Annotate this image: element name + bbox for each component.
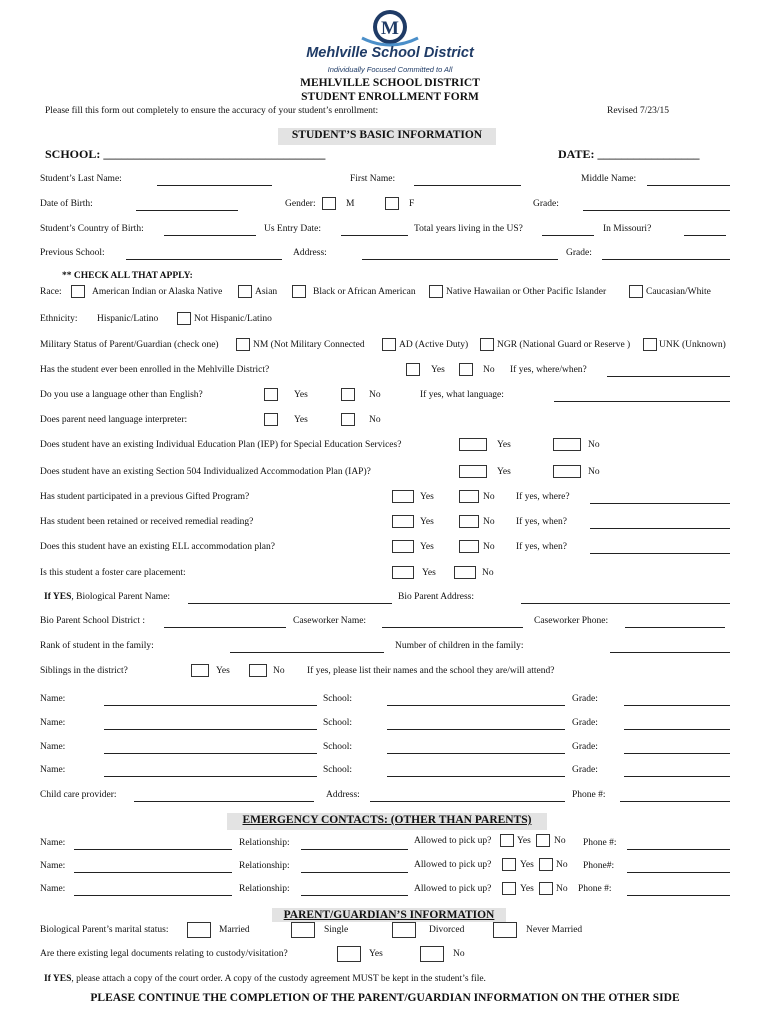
- foster-yes-checkbox[interactable]: [392, 566, 414, 579]
- military-nm-label: NM (Not Military Connected: [253, 340, 365, 350]
- form-title: STUDENT ENROLLMENT FORM: [301, 91, 479, 103]
- plan504-question: Does student have an existing Section 504 Individualized Accommodation Plan (IAP)?: [40, 467, 371, 477]
- military-nm-checkbox[interactable]: [236, 338, 250, 351]
- gender-m-checkbox[interactable]: [322, 197, 336, 210]
- military-label: Military Status of Parent/Guardian (check one): [40, 340, 219, 350]
- emergency-relationship-line-2[interactable]: [301, 872, 408, 873]
- child-care-address-line[interactable]: [370, 801, 565, 802]
- race-amer-indian-checkbox[interactable]: [71, 285, 85, 298]
- us-entry-label: Us Entry Date:: [264, 224, 321, 234]
- marital-married-label: Married: [219, 925, 250, 935]
- sibling-grade-line-1[interactable]: [624, 705, 730, 706]
- marital-never-married-label: Never Married: [526, 925, 583, 935]
- interpreter-no-checkbox[interactable]: [341, 413, 355, 426]
- emergency-phone-label-2: Phone#:: [583, 861, 615, 871]
- military-ngr-label: NGR (National Guard or Reserve ): [497, 340, 631, 350]
- race-caucasian-checkbox[interactable]: [629, 285, 643, 298]
- sibling-name-label-1: Name:: [40, 694, 66, 704]
- legal-no-label: No: [453, 949, 465, 959]
- emergency-yes-checkbox-3[interactable]: [502, 882, 516, 895]
- ell-no-checkbox[interactable]: [459, 540, 479, 553]
- siblings-yes-checkbox[interactable]: [191, 664, 209, 677]
- emergency-no-label-3: No: [556, 884, 568, 894]
- emergency-name-line-2[interactable]: [74, 872, 232, 873]
- marital-label: Biological Parent’s marital status:: [40, 925, 169, 935]
- marital-single-label: Single: [324, 925, 349, 935]
- bio-parent-name-label: If YES, Biological Parent Name:: [44, 592, 171, 602]
- plan504-yes-label: Yes: [497, 467, 511, 477]
- emergency-no-label-1: No: [554, 836, 566, 846]
- enrolled-where-line[interactable]: [607, 376, 730, 377]
- plan504-no-label: No: [588, 467, 600, 477]
- siblings-no-checkbox[interactable]: [249, 664, 267, 677]
- marital-never-married-checkbox[interactable]: [493, 922, 517, 938]
- emergency-relationship-line-3[interactable]: [301, 895, 408, 896]
- last-name-line[interactable]: [157, 185, 272, 186]
- sibling-school-line-1[interactable]: [387, 705, 565, 706]
- sibling-school-label-3: School:: [323, 742, 353, 752]
- plan504-yes-checkbox[interactable]: [459, 465, 487, 478]
- sibling-name-line-4[interactable]: [104, 776, 317, 777]
- emergency-relationship-label-3: Relationship:: [239, 884, 290, 894]
- sibling-school-line-4[interactable]: [387, 776, 565, 777]
- legal-yes-label: Yes: [369, 949, 383, 959]
- gifted-no-label: No: [483, 492, 495, 502]
- prev-grade-line[interactable]: [602, 259, 730, 260]
- rank-line[interactable]: [230, 652, 384, 653]
- prev-address-label: Address:: [293, 248, 327, 258]
- ethnicity-hispanic-label: Hispanic/Latino: [97, 314, 159, 324]
- check-all-heading: ** CHECK ALL THAT APPLY:: [62, 271, 193, 281]
- district-name: Mehlville School District: [306, 45, 474, 61]
- marital-married-checkbox[interactable]: [187, 922, 211, 938]
- ethnicity-not-hispanic-checkbox[interactable]: [177, 312, 191, 325]
- emergency-yes-label-2: Yes: [520, 860, 534, 870]
- middle-name-label: Middle Name:: [581, 174, 637, 184]
- retained-yes-label: Yes: [420, 517, 434, 527]
- emergency-phone-label-3: Phone #:: [578, 884, 612, 894]
- date-field[interactable]: DATE: _________________: [558, 147, 700, 161]
- middle-name-line[interactable]: [647, 185, 730, 186]
- interpreter-no-label: No: [369, 415, 381, 425]
- sibling-grade-label-3: Grade:: [572, 742, 598, 752]
- sibling-name-label-2: Name:: [40, 718, 66, 728]
- emergency-name-label-2: Name:: [40, 861, 66, 871]
- retained-when-label: If yes, when?: [516, 517, 567, 527]
- gender-m-label: M: [346, 199, 355, 209]
- in-missouri-label: In Missouri?: [603, 224, 652, 234]
- bio-district-line[interactable]: [164, 627, 286, 628]
- caseworker-phone-line[interactable]: [625, 627, 725, 628]
- sibling-grade-label-4: Grade:: [572, 765, 598, 775]
- sibling-name-label-4: Name:: [40, 765, 66, 775]
- foster-no-checkbox[interactable]: [454, 566, 476, 579]
- enrolled-where-label: If yes, where/when?: [510, 365, 587, 375]
- emergency-no-checkbox-1[interactable]: [536, 834, 550, 847]
- military-unk-label: UNK (Unknown): [659, 340, 726, 350]
- bio-parent-address-line[interactable]: [521, 603, 730, 604]
- language-no-checkbox[interactable]: [341, 388, 355, 401]
- sibling-name-line-2[interactable]: [104, 729, 317, 730]
- sibling-school-line-2[interactable]: [387, 729, 565, 730]
- bio-parent-name-line[interactable]: [188, 603, 392, 604]
- ell-when-line[interactable]: [590, 553, 730, 554]
- marital-divorced-checkbox[interactable]: [392, 922, 416, 938]
- marital-single-checkbox[interactable]: [291, 922, 315, 938]
- marital-divorced-label: Divorced: [429, 925, 465, 935]
- foster-yes-label: Yes: [422, 568, 436, 578]
- sibling-school-label-4: School:: [323, 765, 353, 775]
- iep-yes-label: Yes: [497, 440, 511, 450]
- iep-question: Does student have an existing Individual Education Plan (IEP) for Special Education Services?: [40, 440, 402, 450]
- siblings-yes-label: Yes: [216, 666, 230, 676]
- ell-no-label: No: [483, 542, 495, 552]
- retained-no-label: No: [483, 517, 495, 527]
- in-missouri-line[interactable]: [684, 235, 726, 236]
- caseworker-name-label: Caseworker Name:: [293, 616, 367, 626]
- emergency-phone-line-3[interactable]: [627, 895, 730, 896]
- legal-no-checkbox[interactable]: [420, 946, 444, 962]
- child-care-label: Child care provider:: [40, 790, 117, 800]
- emergency-name-label-1: Name:: [40, 838, 66, 848]
- total-years-line[interactable]: [542, 235, 594, 236]
- race-hawaiian-checkbox[interactable]: [429, 285, 443, 298]
- emergency-name-line-1[interactable]: [74, 849, 232, 850]
- emergency-no-checkbox-2[interactable]: [539, 858, 553, 871]
- retained-no-checkbox[interactable]: [459, 515, 479, 528]
- ell-yes-checkbox[interactable]: [392, 540, 414, 553]
- section-heading-emergency: EMERGENCY CONTACTS: (OTHER THAN PARENTS): [242, 814, 532, 826]
- sibling-name-line-3[interactable]: [104, 753, 317, 754]
- emergency-allowed-label-3: Allowed to pick up?: [414, 884, 492, 894]
- svg-text:M: M: [381, 18, 399, 39]
- form-title-district: MEHLVILLE SCHOOL DISTRICT: [300, 77, 480, 89]
- caseworker-phone-label: Caseworker Phone:: [534, 616, 609, 626]
- gender-f-label: F: [409, 199, 415, 209]
- language-question: Do you use a language other than English?: [40, 390, 203, 400]
- military-ngr-checkbox[interactable]: [480, 338, 494, 351]
- enrolled-no-label: No: [483, 365, 495, 375]
- emergency-phone-line-1[interactable]: [627, 849, 730, 850]
- language-yes-checkbox[interactable]: [264, 388, 278, 401]
- child-care-line[interactable]: [134, 801, 314, 802]
- sibling-grade-line-4[interactable]: [624, 776, 730, 777]
- language-no-label: No: [369, 390, 381, 400]
- emergency-no-checkbox-3[interactable]: [539, 882, 553, 895]
- school-field[interactable]: SCHOOL: _____________________________________: [45, 147, 326, 161]
- retained-when-line[interactable]: [590, 528, 730, 529]
- district-tagline: Individually Focused Committed to All: [327, 65, 453, 74]
- foster-no-label: No: [482, 568, 494, 578]
- total-years-label: Total years living in the US?: [414, 224, 523, 234]
- emergency-relationship-label-1: Relationship:: [239, 838, 290, 848]
- language-which-line[interactable]: [554, 401, 730, 402]
- emergency-name-line-3[interactable]: [74, 895, 232, 896]
- sibling-school-label-2: School:: [323, 718, 353, 728]
- emergency-yes-checkbox-1[interactable]: [500, 834, 514, 847]
- emergency-phone-line-2[interactable]: [627, 872, 730, 873]
- siblings-question: Siblings in the district?: [40, 666, 128, 676]
- country-line[interactable]: [164, 235, 256, 236]
- dob-label: Date of Birth:: [40, 199, 93, 209]
- military-unk-checkbox[interactable]: [643, 338, 657, 351]
- sibling-grade-line-2[interactable]: [624, 729, 730, 730]
- prev-grade-label: Grade:: [566, 248, 592, 258]
- language-which-label: If yes, what language:: [420, 390, 504, 400]
- child-care-phone-line[interactable]: [620, 801, 730, 802]
- ethnicity-not-hispanic-label: Not Hispanic/Latino: [194, 314, 272, 324]
- interpreter-yes-label: Yes: [294, 415, 308, 425]
- legal-yes-checkbox[interactable]: [337, 946, 361, 962]
- bio-district-label: Bio Parent School District :: [40, 616, 146, 626]
- continue-note: PLEASE CONTINUE THE COMPLETION OF THE PARENT/GUARDIAN INFORMATION ON THE OTHER SIDE: [90, 992, 680, 1004]
- bio-parent-address-label: Bio Parent Address:: [398, 592, 474, 602]
- emergency-no-label-2: No: [556, 860, 568, 870]
- prev-address-line[interactable]: [362, 259, 558, 260]
- sibling-grade-line-3[interactable]: [624, 753, 730, 754]
- first-name-line[interactable]: [414, 185, 521, 186]
- military-ad-label: AD (Active Duty): [399, 340, 469, 350]
- last-name-label: Student’s Last Name:: [40, 174, 122, 184]
- legal-question: Are there existing legal documents relating to custody/visitation?: [40, 949, 288, 959]
- form-instructions: Please fill this form out completely to ensure the accuracy of your student’s enrollment:: [45, 106, 379, 116]
- num-children-line[interactable]: [610, 652, 730, 653]
- sibling-grade-label-1: Grade:: [572, 694, 598, 704]
- gifted-yes-label: Yes: [420, 492, 434, 502]
- gender-label: Gender:: [285, 199, 316, 209]
- num-children-label: Number of children in the family:: [395, 641, 524, 651]
- race-black-checkbox[interactable]: [292, 285, 306, 298]
- child-care-address-label: Address:: [326, 790, 360, 800]
- prev-school-line[interactable]: [126, 259, 282, 260]
- enrolled-no-checkbox[interactable]: [459, 363, 473, 376]
- retained-yes-checkbox[interactable]: [392, 515, 414, 528]
- caseworker-name-line[interactable]: [382, 627, 523, 628]
- race-label: Race:: [40, 287, 62, 297]
- prev-school-label: Previous School:: [40, 248, 105, 258]
- interpreter-yes-checkbox[interactable]: [264, 413, 278, 426]
- sibling-school-line-3[interactable]: [387, 753, 565, 754]
- race-amer-indian-label: American Indian or Alaska Native: [92, 287, 223, 297]
- ethnicity-label: Ethnicity:: [40, 314, 78, 324]
- siblings-list-label: If yes, please list their names and the school they are/will attend?: [307, 666, 555, 676]
- race-black-label: Black or African American: [313, 287, 416, 297]
- retained-question: Has student been retained or received remedial reading?: [40, 517, 254, 527]
- gifted-question: Has student participated in a previous Gifted Program?: [40, 492, 250, 502]
- race-asian-checkbox[interactable]: [238, 285, 252, 298]
- interpreter-question: Does parent need language interpreter:: [40, 415, 188, 425]
- iep-yes-checkbox[interactable]: [459, 438, 487, 451]
- gifted-where-line[interactable]: [590, 503, 730, 504]
- enrolled-yes-label: Yes: [431, 365, 445, 375]
- enrolled-yes-checkbox[interactable]: [406, 363, 420, 376]
- grade-line[interactable]: [583, 210, 730, 211]
- emergency-allowed-label-1: Allowed to pick up?: [414, 836, 492, 846]
- emergency-name-label-3: Name:: [40, 884, 66, 894]
- emergency-relationship-label-2: Relationship:: [239, 861, 290, 871]
- enrolled-question: Has the student ever been enrolled in the Mehlville District?: [40, 365, 270, 375]
- gifted-where-label: If yes, where?: [516, 492, 570, 502]
- iep-no-checkbox[interactable]: [553, 438, 581, 451]
- military-ad-checkbox[interactable]: [382, 338, 396, 351]
- race-asian-label: Asian: [255, 287, 278, 297]
- foster-question: Is this student a foster care placement:: [40, 568, 186, 578]
- section-heading-parent: PARENT/GUARDIAN’S INFORMATION: [283, 909, 495, 921]
- language-yes-label: Yes: [294, 390, 308, 400]
- siblings-no-label: No: [273, 666, 285, 676]
- race-caucasian-label: Caucasian/White: [646, 287, 711, 297]
- ell-question: Does this student have an existing ELL accommodation plan?: [40, 542, 275, 552]
- section-heading-basic: STUDENT’S BASIC INFORMATION: [291, 129, 483, 141]
- child-care-phone-label: Phone #:: [572, 790, 606, 800]
- emergency-yes-checkbox-2[interactable]: [502, 858, 516, 871]
- emergency-yes-label-1: Yes: [517, 836, 531, 846]
- iep-no-label: No: [588, 440, 600, 450]
- grade-label: Grade:: [533, 199, 559, 209]
- dob-line[interactable]: [136, 210, 238, 211]
- plan504-no-checkbox[interactable]: [553, 465, 581, 478]
- gender-f-checkbox[interactable]: [385, 197, 399, 210]
- custody-note: If YES, please attach a copy of the court order. A copy of the custody agreement MUST be kept in the student’s file.: [44, 974, 486, 984]
- emergency-phone-label-1: Phone #:: [583, 838, 617, 848]
- us-entry-line[interactable]: [341, 235, 408, 236]
- ell-yes-label: Yes: [420, 542, 434, 552]
- emergency-allowed-label-2: Allowed to pick up?: [414, 860, 492, 870]
- ell-when-label: If yes, when?: [516, 542, 567, 552]
- first-name-label: First Name:: [350, 174, 396, 184]
- race-hawaiian-label: Native Hawaiian or Other Pacific Islander: [446, 287, 607, 297]
- country-label: Student’s Country of Birth:: [40, 224, 144, 234]
- gifted-no-checkbox[interactable]: [459, 490, 479, 503]
- emergency-relationship-line-1[interactable]: [301, 849, 408, 850]
- gifted-yes-checkbox[interactable]: [392, 490, 414, 503]
- sibling-name-label-3: Name:: [40, 742, 66, 752]
- sibling-school-label-1: School:: [323, 694, 353, 704]
- sibling-name-line-1[interactable]: [104, 705, 317, 706]
- rank-label: Rank of student in the family:: [40, 641, 154, 651]
- revised-date: Revised 7/23/15: [607, 106, 670, 116]
- emergency-yes-label-3: Yes: [520, 884, 534, 894]
- sibling-grade-label-2: Grade:: [572, 718, 598, 728]
